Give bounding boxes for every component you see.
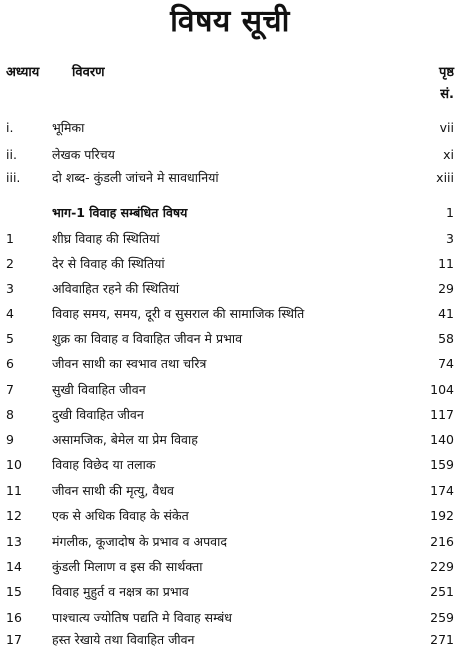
toc-entry-number: 15 bbox=[6, 584, 22, 599]
toc-entry-title: हस्त रेखाये तथा विवाहित जीवन bbox=[52, 632, 195, 647]
toc-entry bbox=[0, 481, 460, 501]
toc-entry-title: असामजिक, बेमेल या प्रेम विवाह bbox=[52, 432, 198, 447]
toc-entry-number: 1 bbox=[6, 231, 14, 246]
toc-entry-page: 117 bbox=[430, 407, 454, 422]
toc-entry-page: xi bbox=[443, 147, 454, 162]
toc-entry bbox=[0, 304, 460, 324]
toc-entry-page: 11 bbox=[438, 256, 454, 271]
toc-entry-number: 9 bbox=[6, 432, 14, 447]
toc-entry bbox=[0, 608, 460, 628]
toc-entry-title: मंगलीक, कूजादोष के प्रभाव व अपवाद bbox=[52, 534, 227, 549]
toc-entry-title: विवाह विछेद या तलाक bbox=[52, 457, 156, 472]
toc-entry bbox=[0, 329, 460, 349]
toc-entry-page: 192 bbox=[430, 508, 454, 523]
toc-entry-title: जीवन साथी की मृत्यु, वैधव bbox=[52, 483, 174, 498]
toc-entry-page: 3 bbox=[446, 231, 454, 246]
toc-entry bbox=[0, 532, 460, 552]
header-description: विवरण bbox=[72, 65, 105, 80]
toc-entry-page: 1 bbox=[446, 205, 454, 220]
toc-entry-number: 17 bbox=[6, 632, 22, 647]
toc-entry-page: 41 bbox=[438, 306, 454, 321]
toc-entry bbox=[0, 254, 460, 274]
toc-entry bbox=[0, 145, 460, 165]
toc-entry-title: शुक्र का विवाह व विवाहित जीवन मे प्रभाव bbox=[52, 331, 243, 346]
toc-entry bbox=[0, 430, 460, 450]
toc-entry-number: 10 bbox=[6, 457, 22, 472]
toc-entry-title: देर से विवाह की स्थितियां bbox=[52, 256, 165, 271]
toc-entry-number: 8 bbox=[6, 407, 14, 422]
toc-entry bbox=[0, 557, 460, 577]
toc-entry-number: 11 bbox=[6, 483, 22, 498]
toc-entry-page: 174 bbox=[430, 483, 454, 498]
header-page: पृष्ठ bbox=[438, 65, 454, 80]
toc-entry-title: पाश्चात्य ज्योतिष पद्यति मे विवाह सम्बंध bbox=[52, 610, 232, 625]
toc-entry-title: दो शब्द- कुंडली जांचने मे सावधानियां bbox=[52, 170, 219, 185]
toc-entry bbox=[0, 405, 460, 425]
page-title: विषय सूची bbox=[170, 4, 290, 39]
toc-entry bbox=[0, 582, 460, 602]
toc-entry-number: 5 bbox=[6, 331, 14, 346]
toc-entry-number: iii. bbox=[6, 170, 21, 185]
toc-entry-page: 159 bbox=[430, 457, 454, 472]
toc-entry bbox=[0, 506, 460, 526]
toc-entry-number: 13 bbox=[6, 534, 22, 549]
toc-entry-number: 12 bbox=[6, 508, 22, 523]
toc-entry-page: 259 bbox=[430, 610, 454, 625]
toc-entry-number: 14 bbox=[6, 559, 22, 574]
toc-entry-number: i. bbox=[6, 120, 14, 135]
header-page-number: सं. bbox=[440, 87, 454, 102]
toc-entry bbox=[0, 229, 460, 249]
toc-entry-page: 29 bbox=[438, 281, 454, 296]
toc-entry-title: सुखी विवाहित जीवन bbox=[52, 382, 146, 397]
toc-entry bbox=[0, 168, 460, 188]
toc-entry-title: विवाह मुहुर्त व नक्षत्र का प्रभाव bbox=[52, 584, 189, 599]
toc-entry-number: 16 bbox=[6, 610, 22, 625]
toc-entry-title: शीघ्र विवाह की स्थितियां bbox=[52, 231, 160, 246]
toc-entry-title: दुखी विवाहित जीवन bbox=[52, 407, 144, 422]
toc-entry-page: 271 bbox=[430, 632, 454, 647]
toc-entry-title: कुंडली मिलाण व इस की सार्थक्ता bbox=[52, 559, 203, 574]
toc-entry-number: ii. bbox=[6, 147, 17, 162]
toc-entry-page: 229 bbox=[430, 559, 454, 574]
header-chapter: अध्याय bbox=[6, 65, 40, 80]
toc-entry bbox=[0, 455, 460, 475]
toc-entry-page: 251 bbox=[430, 584, 454, 599]
toc-entry-page: 216 bbox=[430, 534, 454, 549]
toc-entry-page: 58 bbox=[438, 331, 454, 346]
toc-entry-page: 140 bbox=[430, 432, 454, 447]
toc-entry bbox=[0, 279, 460, 299]
toc-entry bbox=[0, 380, 460, 400]
toc-entry-page: vii bbox=[439, 120, 454, 135]
toc-entry bbox=[0, 630, 460, 650]
toc-entry-title: लेखक परिचय bbox=[52, 147, 115, 162]
toc-entry-title: अविवाहित रहने की स्थितियां bbox=[52, 281, 180, 296]
toc-entry-title: जीवन साथी का स्वभाव तथा चरित्र bbox=[52, 356, 207, 371]
toc-entry bbox=[0, 354, 460, 374]
toc-entry-number: 7 bbox=[6, 382, 14, 397]
toc-entry-page: 74 bbox=[438, 356, 454, 371]
toc-entry-title: एक से अधिक विवाह के संकेत bbox=[52, 508, 189, 523]
toc-entry-number: 2 bbox=[6, 256, 14, 271]
toc-section-heading bbox=[0, 203, 460, 223]
toc-entry bbox=[0, 118, 460, 138]
toc-entry-page: xiii bbox=[436, 170, 454, 185]
toc-entry-number: 4 bbox=[6, 306, 14, 321]
toc-entry-page: 104 bbox=[430, 382, 454, 397]
toc-entry-title: भूमिका bbox=[52, 120, 85, 135]
toc-entry-title: विवाह समय, समय, दूरी व सुसराल की सामाजिक स्थिति bbox=[52, 306, 305, 321]
toc-entry-number: 6 bbox=[6, 356, 14, 371]
toc-entry-number: 3 bbox=[6, 281, 14, 296]
toc-entry-title: भाग-1 विवाह सम्बंधित विषय bbox=[52, 205, 188, 220]
